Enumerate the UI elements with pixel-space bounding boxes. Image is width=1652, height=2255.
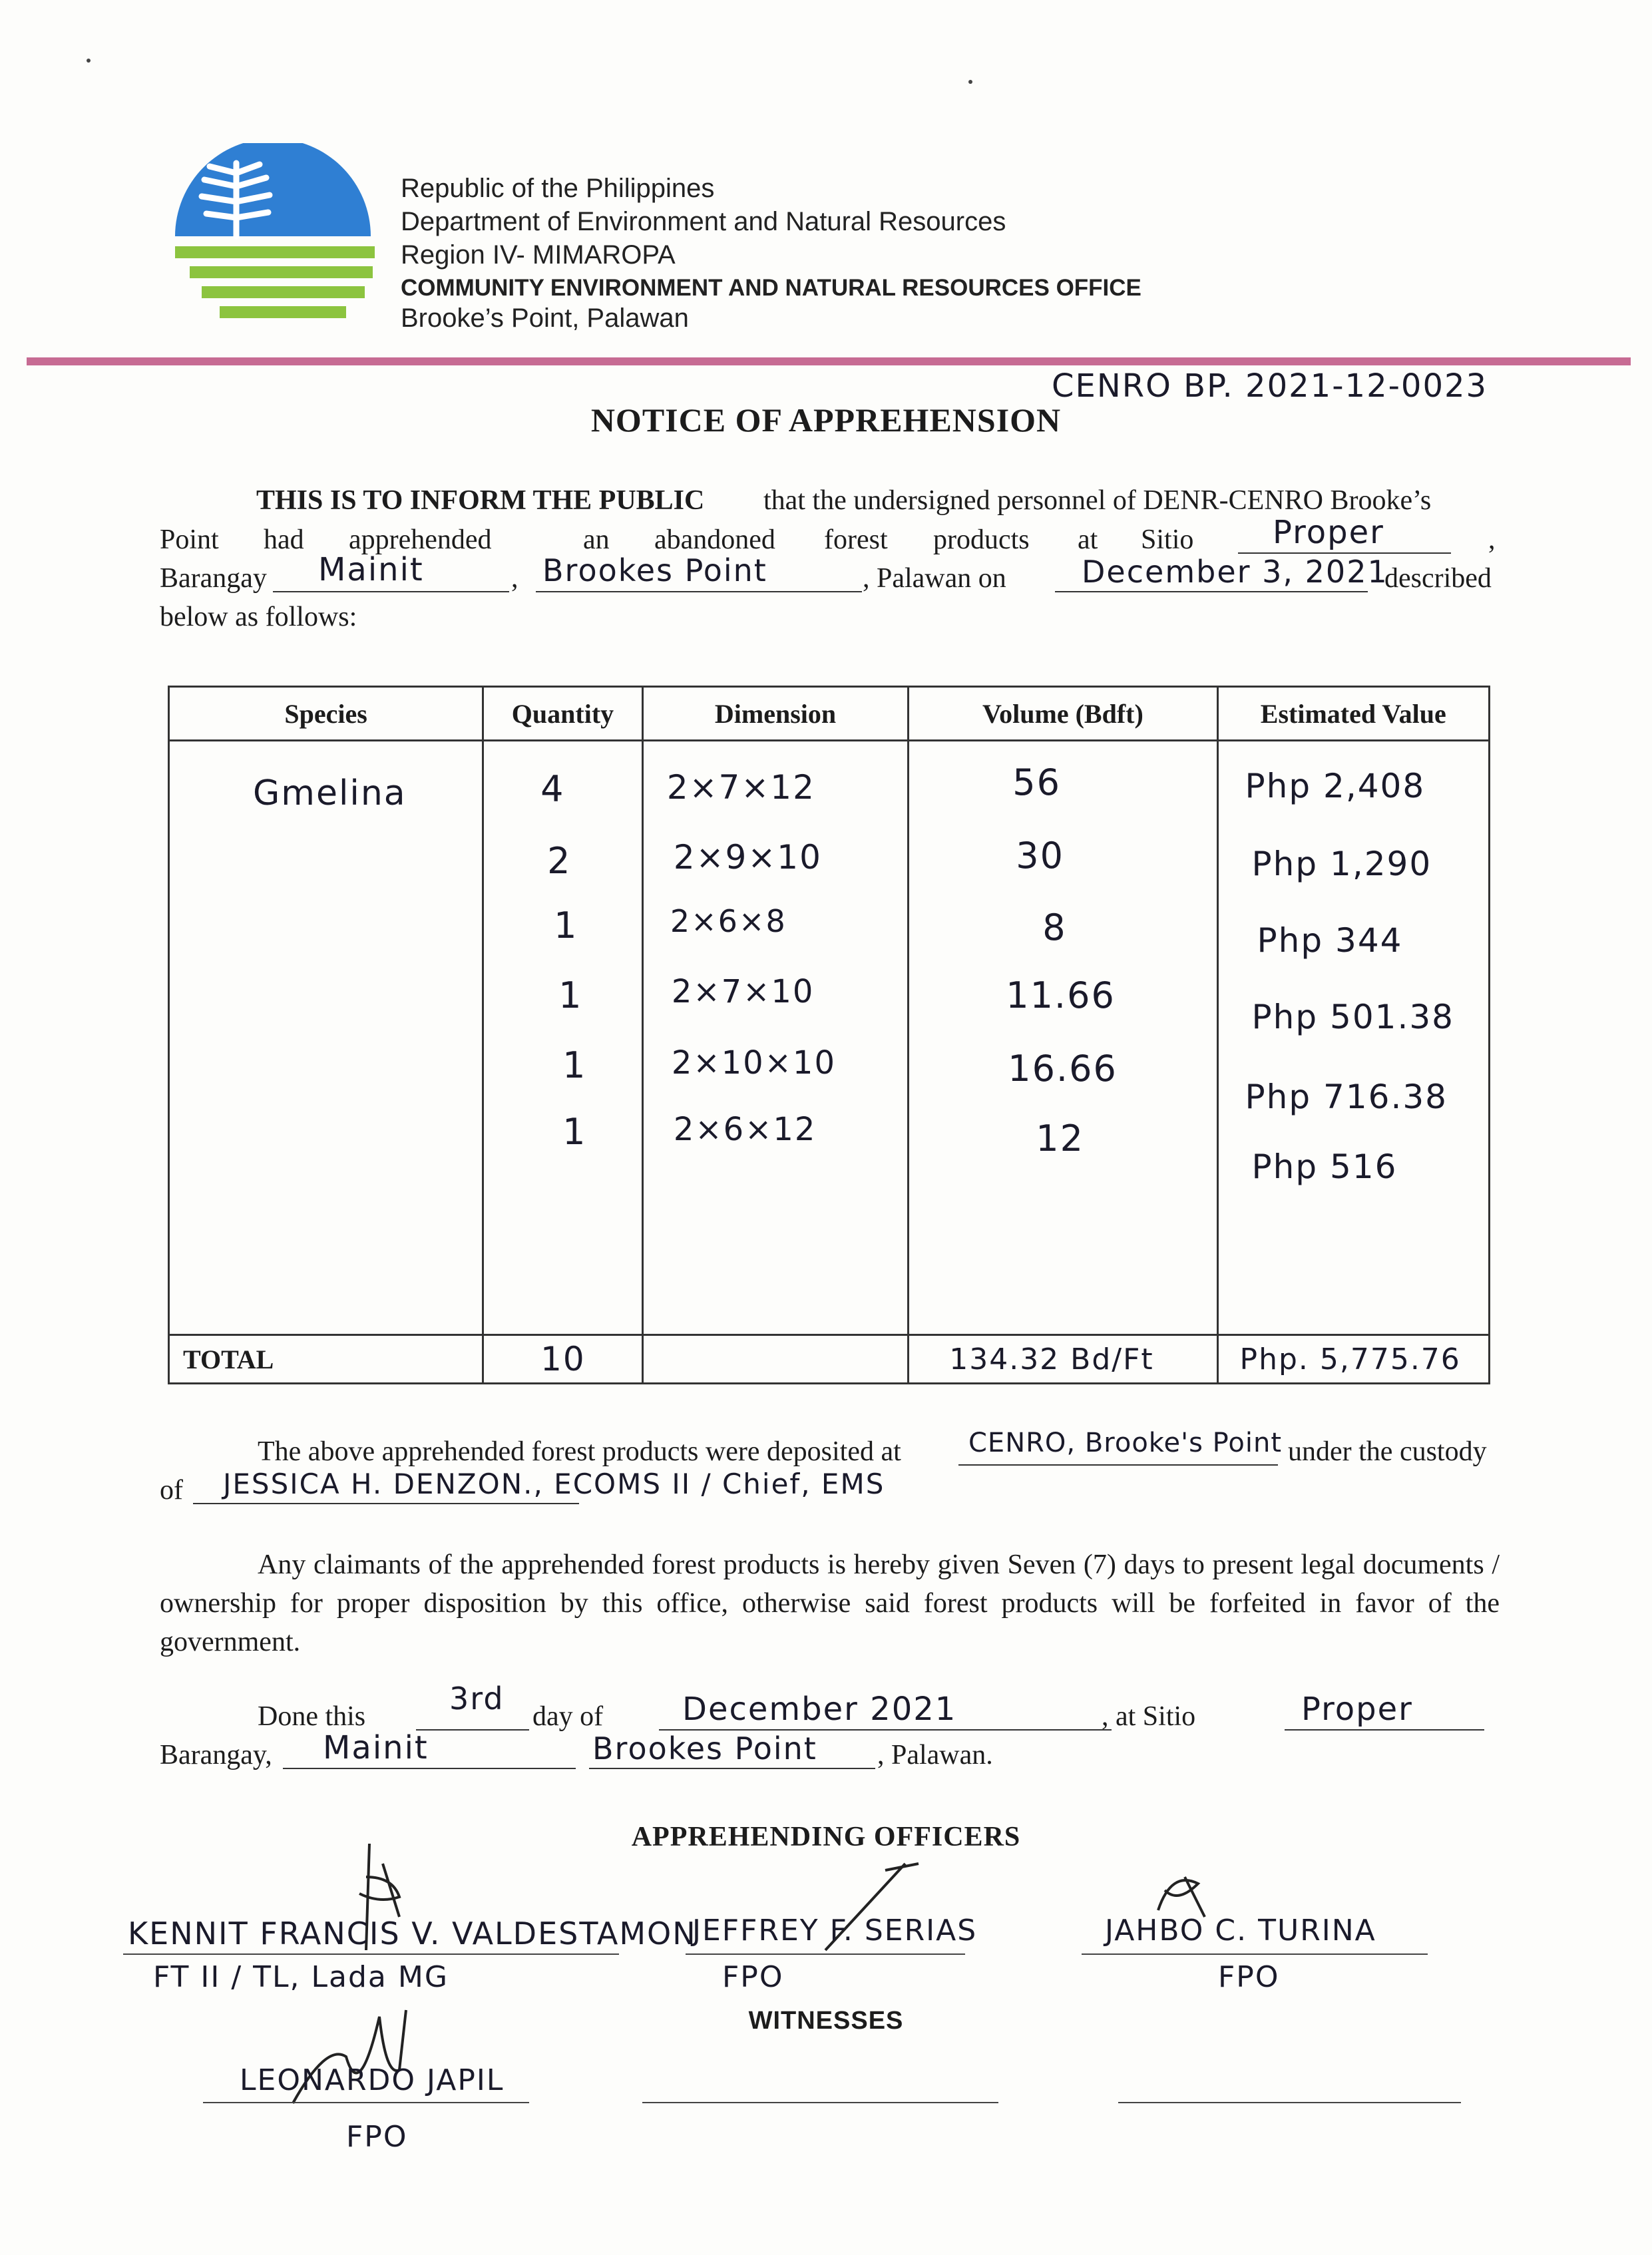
intro-point: Point [160,524,219,555]
done-municipality: Brookes Point [592,1731,817,1766]
qty-value: 1 [562,1044,587,1086]
vol-value: 30 [1016,835,1064,877]
done-barangay: Mainit [323,1729,429,1766]
intro-abandoned: abandoned [654,524,775,555]
col-dimension: Dimension [642,687,908,741]
control-number: CENRO BP. 2021-12-0023 [1052,367,1488,405]
custody-place: CENRO, Brooke's Point [968,1428,1282,1458]
species-cell [169,741,483,1335]
dim-value: 2×6×12 [673,1111,817,1148]
total-value-cell [1217,1335,1489,1384]
denr-logo [170,143,376,333]
dim-value: 2×6×8 [670,903,787,939]
vol-value: 12 [1036,1118,1084,1159]
day-of: day of [532,1701,604,1732]
vol-value: 56 [1012,761,1061,803]
forest-products-table [168,686,1490,1384]
qty-value: 1 [558,974,583,1016]
volume-cell [909,741,1217,1335]
intro-text1: that the undersigned personnel of DENR-CENRO Brooke’s [763,485,1432,516]
table-header-row [169,687,1490,741]
barangay-label: Barangay [160,563,267,594]
intro-had: had [264,524,304,555]
custody-text1: The above apprehended forest products were deposited at [258,1436,901,1467]
officer3-name: JAHBO C. TURINA [1105,1914,1376,1948]
dim-value: 2×9×10 [673,838,822,877]
vol-value: 8 [1042,907,1067,948]
dim-value: 2×7×12 [666,768,815,807]
officer2-name: JEFFREY F. SERIAS [692,1914,978,1948]
scan-speck [87,59,91,63]
done-month-year: December 2021 [682,1691,957,1728]
qty-value: 1 [562,1111,587,1153]
officer2-position: FPO [722,1960,784,1994]
est-value: Php 716.38 [1245,1078,1448,1116]
witness1-position: FPO [346,2120,408,2154]
intro-at: at [1078,524,1098,555]
intro-lead-bold: THIS IS TO INFORM THE PUBLIC [256,485,705,516]
comma: , [1488,524,1496,555]
header-office: COMMUNITY ENVIRONMENT AND NATURAL RESOURCES OFFICE [401,275,1141,301]
header-divider [27,357,1631,365]
intro-lead [256,481,704,520]
barangay-value: Mainit [318,551,424,588]
done-sitio: Proper [1301,1691,1413,1728]
officers-heading: APPREHENDING OFFICERS [631,1822,1021,1852]
done-this: Done this [258,1701,366,1732]
qty-value: 1 [554,905,578,946]
witness3-signature-line [1118,2102,1461,2103]
intro-products: products [933,524,1030,555]
scan-speck [968,80,972,84]
intro-an: an [583,524,610,555]
at-sitio: , at Sitio [1102,1701,1196,1732]
done-day: 3rd [449,1681,505,1717]
header-location: Brooke’s Point, Palawan [401,304,689,333]
total-qty-cell [483,1335,643,1384]
table-body-row [169,741,1490,1335]
dimension-cell [642,741,908,1335]
total-volume-cell [909,1335,1217,1384]
done-barangay-label: Barangay, [160,1740,272,1770]
est-value: Php 344 [1257,921,1403,960]
vol-value: 16.66 [1008,1048,1118,1090]
intro-below: below as follows: [160,602,357,632]
witness1-name: LEONARDO JAPIL [240,2063,505,2097]
header-department: Department of Environment and Natural Resources [401,207,1006,236]
qty-value: 4 [540,768,565,810]
intro-sitio: Sitio [1141,524,1194,555]
dim-value: 2×10×10 [671,1044,836,1082]
custody-of: of [160,1475,183,1506]
done-palawan: , Palawan. [877,1740,993,1770]
officer3-position: FPO [1218,1960,1280,1994]
palawan-on: , Palawan on [863,563,1006,594]
quantity-cell [483,741,643,1335]
col-volume: Volume (Bdft) [909,687,1217,741]
header-region: Region IV- MIMAROPA [401,240,676,270]
claimants-paragraph: Any claimants of the apprehended forest products is hereby given Seven (7) days to present legal documents / ownership for proper disposition by this office, otherwise said forest products will be forfeited in favor of the government. [160,1549,1500,1657]
total-volume: 134.32 Bd/Ft [949,1342,1154,1376]
vol-value: 11.66 [1006,974,1116,1016]
officer1-position: FT II / TL, Lada MG [153,1960,449,1994]
est-value: Php 501.38 [1251,998,1454,1036]
col-estimated-value: Estimated Value [1217,687,1489,741]
qty-value: 2 [547,840,572,882]
sitio-value: Proper [1273,514,1384,551]
est-value: Php 1,290 [1251,845,1432,883]
intro-forest: forest [824,524,888,555]
species-value: Gmelina [253,773,407,813]
est-value: Php 2,408 [1245,767,1426,805]
municipality-value: Brookes Point [542,552,767,588]
comma: , [511,563,518,594]
document-title: NOTICE OF APPREHENSION [590,401,1062,439]
apprehension-date: December 3, 2021 [1082,554,1388,590]
total-value: Php. 5,775.76 [1239,1342,1461,1376]
officer1-name: KENNIT FRANCIS V. VALDESTAMON [128,1916,697,1951]
value-cell [1217,741,1489,1335]
header-republic: Republic of the Philippines [401,174,715,203]
total-label: TOTAL [183,1344,274,1374]
witnesses-heading: WITNESSES [748,2007,904,2035]
col-species: Species [169,687,483,741]
total-label-cell [169,1335,483,1384]
custody-text2: under the custody [1288,1436,1487,1467]
table-total-row [169,1335,1490,1384]
witness2-signature-line [642,2102,998,2103]
intro-described: described [1384,563,1492,594]
est-value: Php 516 [1251,1147,1398,1186]
total-dimension-cell [642,1335,908,1384]
intro-apprehended: apprehended [349,524,492,555]
custodian: JESSICA H. DENZON., ECOMS II / Chief, EMS [223,1468,885,1500]
col-quantity: Quantity [483,687,643,741]
total-quantity: 10 [540,1340,586,1378]
dim-value: 2×7×10 [671,973,815,1010]
